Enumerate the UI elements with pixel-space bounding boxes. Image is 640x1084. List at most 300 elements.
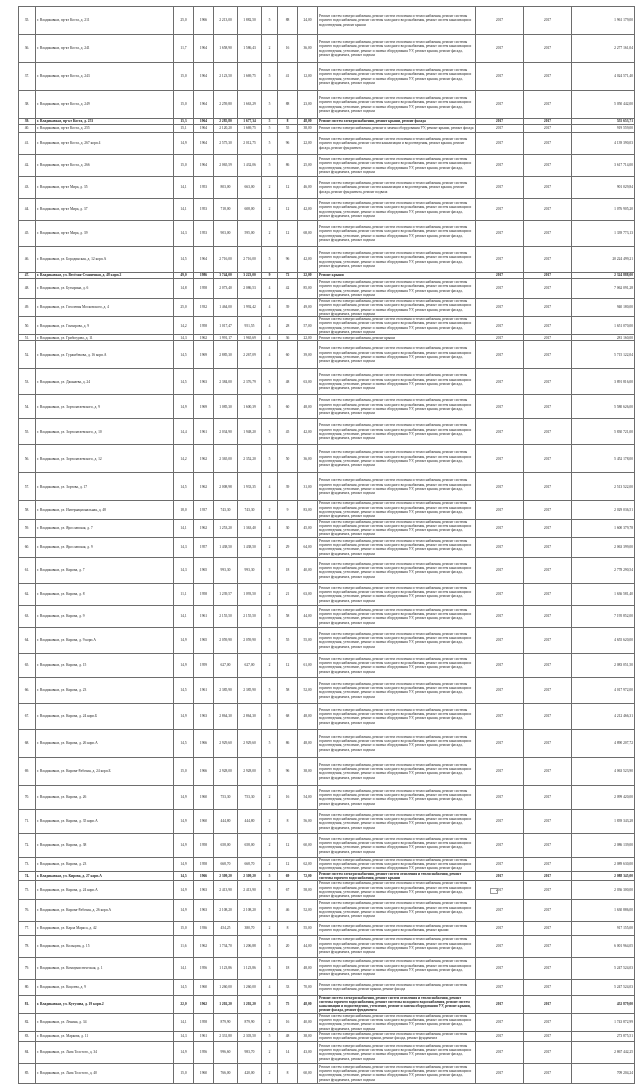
plan-year-start-cell: 2017	[476, 35, 524, 63]
repair-cost-cell: 1 651 070,00	[572, 317, 635, 335]
repair-works-cell: Ремонт систем электроснабжения, ремонт систем отопления и теплоснабжения, ремонт системы горячего водоснабжения, ремонт системы холодного водоснабжения, ремонт систем канализации и водоотведения, утепление, ремонт и замена оборудования УУ, ремонт крыши, ремонт фасада, ремонт фундамента, ремонт подвала	[318, 221, 476, 247]
living-area-cell: 1 663,29	[238, 91, 262, 119]
page-corner-mark	[490, 888, 498, 894]
table-row	[19, 857, 635, 871]
building-height-cell: 14,3	[174, 1031, 194, 1041]
plan-year-start-cell: 2017	[476, 833, 524, 857]
building-height-cell: 14,5	[174, 729, 194, 757]
living-area-cell: 1 669,75	[238, 63, 262, 91]
repair-cost-cell: 940 180,00	[572, 299, 635, 317]
apartments-cell: 39	[278, 473, 298, 501]
apartments-cell: 48	[278, 1031, 298, 1041]
wear-percent-cell: 22,00	[298, 335, 318, 341]
floors-cell: 2	[262, 35, 278, 63]
building-height-cell: 15,0	[174, 63, 194, 91]
build-year-cell: 1963	[194, 369, 214, 395]
total-area-cell: 2 285,80	[214, 119, 238, 125]
apartments-cell: 48	[278, 369, 298, 395]
repair-works-cell: Ремонт систем электроснабжения, ремонт систем отопления и теплоснабжения, ремонт системы горячего водоснабжения, ремонт системы холодного водоснабжения, ремонт систем канализации и водоотведения, утепление, ремонт и замена оборудования УУ, ремонт крыши, ремонт фасада, ремонт фундамента, ремонт подвала	[318, 299, 476, 317]
total-area-cell: 2 365,00	[214, 445, 238, 473]
building-height-cell: 14,2	[174, 317, 194, 335]
building-height-cell: 11,6	[174, 935, 194, 957]
address-cell: г. Владикавказ, пр-кт Коста, д. 255	[36, 125, 174, 133]
total-area-cell: 658,00	[214, 833, 238, 857]
floors-cell: 5	[262, 369, 278, 395]
wear-percent-cell: 48,00	[298, 729, 318, 757]
repair-works-cell: Ремонт систем электроснабжения, ремонт и замена оборудования УУ, ремонт крыши, ремонт фасада	[318, 125, 476, 133]
table-row	[19, 957, 635, 979]
living-area-cell: 2 413,90	[238, 881, 262, 899]
floors-cell: 4	[262, 979, 278, 995]
build-year-cell: 1962	[194, 995, 214, 1013]
total-area-cell: 1 658,90	[214, 35, 238, 63]
address-cell: г. Владикавказ, ул. Кирова, д. 23	[36, 857, 174, 871]
wear-percent-cell: 40,00	[298, 557, 318, 583]
apartments-cell: 68	[278, 703, 298, 729]
table-row	[19, 1063, 635, 1083]
building-height-cell: 14,9	[174, 881, 194, 899]
floors-cell: 2	[262, 501, 278, 519]
living-area-cell: 743,30	[238, 501, 262, 519]
table-row	[19, 199, 635, 221]
row-number-cell: 56.	[19, 445, 36, 473]
repair-works-cell: Ремонт систем электроснабжения, ремонт систем отопления и теплоснабжения, ремонт системы горячего водоснабжения, ремонт системы холодного водоснабжения, ремонт систем канализации и водоотведения, ремонт крыши	[318, 7, 476, 35]
floors-cell: 5	[262, 899, 278, 921]
plan-year-start-cell: 2017	[476, 519, 524, 537]
floors-cell: 5	[262, 1031, 278, 1041]
row-number-cell: 68.	[19, 729, 36, 757]
total-area-cell: 2 123,50	[214, 63, 238, 91]
row-number-cell: 85.	[19, 1063, 36, 1083]
wear-percent-cell: 48,00	[298, 395, 318, 419]
floors-cell: 5	[262, 627, 278, 653]
plan-year-end-cell: 2017	[524, 881, 572, 899]
repair-cost-cell: 4 063 523,90	[572, 757, 635, 785]
repair-cost-cell: 5 452 178,00	[572, 445, 635, 473]
table-row	[19, 7, 635, 35]
row-number-cell: 77.	[19, 921, 36, 935]
row-number-cell: 64.	[19, 627, 36, 653]
plan-year-start-cell: 2017	[476, 809, 524, 833]
wear-percent-cell: 48,00	[298, 119, 318, 125]
plan-year-end-cell: 2017	[524, 729, 572, 757]
repair-cost-cell: 2 036 300,00	[572, 881, 635, 899]
table-row	[19, 419, 635, 445]
apartments-cell: 86	[278, 155, 298, 177]
building-height-cell: 15,0	[174, 921, 194, 935]
repair-cost-cell: 2 029 036,51	[572, 501, 635, 519]
building-height-cell: 14,9	[174, 653, 194, 677]
table-row	[19, 537, 635, 557]
table-row	[19, 1041, 635, 1063]
building-height-cell: 14,1	[174, 957, 194, 979]
wear-percent-cell: 38,00	[298, 1031, 318, 1041]
repair-cost-cell: 2 086 139,00	[572, 833, 635, 857]
floors-cell: 2	[262, 537, 278, 557]
repair-works-cell: Ремонт систем электроснабжения, ремонт систем отопления и теплоснабжения, ремонт системы горячего водоснабжения, ремонт системы холодного водоснабжения, ремонт систем канализации и водоотведения, утепление, ремонт и замена оборудования УУ, ремонт крыши, ремонт фасада, ремонт фундамента, ремонт подвала	[318, 91, 476, 119]
table-row	[19, 177, 635, 199]
total-area-cell: 993,30	[214, 557, 238, 583]
address-cell: г. Владикавказ, ул. Зортолатаевского, д. 9	[36, 395, 174, 419]
repair-cost-cell: 5 715 122,04	[572, 341, 635, 369]
apartments-cell: 75	[278, 995, 298, 1013]
living-area-cell: 879,90	[238, 1013, 262, 1031]
repair-cost-cell: 20 224 499,21	[572, 247, 635, 273]
row-number-cell: 54.	[19, 395, 36, 419]
build-year-cell: 1965	[194, 557, 214, 583]
plan-year-start-cell: 2017	[476, 557, 524, 583]
apartments-cell: 30	[278, 519, 298, 537]
address-cell: г. Владикавказ, ул. Коммунистическая, д. 1	[36, 957, 174, 979]
table-row	[19, 703, 635, 729]
repair-cost-cell: 2 867 442,25	[572, 1041, 635, 1063]
capital-repair-table	[18, 6, 635, 1084]
repair-works-cell: Ремонт систем электроснабжения, ремонт систем отопления и теплоснабжения, ремонт системы горячего водоснабжения, ремонт системы холодного водоснабжения, ремонт систем канализации и водоотведения, утепление, ремонт и замена оборудования УУ, ремонт крыши, ремонт фасада, ремонт фундамента, ремонт подвала	[318, 833, 476, 857]
address-cell: г. Владикавказ, ул. Кирова, д. 8	[36, 583, 174, 605]
table-row	[19, 445, 635, 473]
build-year-cell: 1958	[194, 317, 214, 335]
apartments-cell: 14	[278, 1041, 298, 1063]
wear-percent-cell: 58,00	[298, 881, 318, 899]
living-area-cell: 2 385,90	[238, 677, 262, 703]
apartments-cell: 12	[278, 833, 298, 857]
table-row	[19, 35, 635, 63]
row-number-cell: 57.	[19, 473, 36, 501]
total-area-cell: 1 202,20	[214, 995, 238, 1013]
wear-percent-cell: 52,00	[298, 899, 318, 921]
living-area-cell: 993,30	[238, 557, 262, 583]
address-cell: г. Владикавказ, ул. Кирова, д. 9	[36, 605, 174, 627]
address-cell: г. Владикавказ, ул. Кирова, д. 35 корп.А	[36, 809, 174, 833]
floors-cell: 9	[262, 273, 278, 279]
building-height-cell: 14,1	[174, 605, 194, 627]
apartments-cell: 33	[278, 979, 298, 995]
plan-year-start-cell: 2017	[476, 871, 524, 881]
row-number-cell: 72.	[19, 833, 36, 857]
row-number-cell: 52.	[19, 341, 36, 369]
repair-cost-cell: 5 580 626,00	[572, 395, 635, 419]
build-year-cell: 1964	[194, 133, 214, 155]
plan-year-end-cell: 2017	[524, 627, 572, 653]
apartments-cell: 60	[278, 341, 298, 369]
repair-cost-cell: 2 277 161,04	[572, 35, 635, 63]
plan-year-end-cell: 2017	[524, 35, 572, 63]
total-area-cell: 1 085,30	[214, 395, 238, 419]
building-height-cell: 25,0	[174, 299, 194, 317]
plan-year-end-cell: 2017	[524, 677, 572, 703]
living-area-cell: 983,70	[238, 1041, 262, 1063]
repair-cost-cell: 2 099 420,00	[572, 785, 635, 809]
plan-year-start-cell: 2017	[476, 605, 524, 627]
address-cell: г. Владикавказ, пр-кт Коста, д. 243	[36, 63, 174, 91]
apartments-cell: 42	[278, 279, 298, 299]
repair-cost-cell: 1 339 773,13	[572, 221, 635, 247]
repair-cost-cell: 4 024 571,40	[572, 63, 635, 91]
total-area-cell: 1 239,57	[214, 583, 238, 605]
repair-works-cell: Ремонт систем электроснабжения, ремонт систем отопления и теплоснабжения, ремонт системы горячего водоснабжения, ремонт системы холодного водоснабжения, ремонт систем канализации и водоотведения, утепление, ремонт и замена оборудования УУ, ремонт крыши, ремонт фасада, ремонт фундамента, ремонт подвала	[318, 899, 476, 921]
plan-year-end-cell: 2017	[524, 177, 572, 199]
row-number-cell: 67.	[19, 703, 36, 729]
plan-year-end-cell: 2017	[524, 369, 572, 395]
repair-cost-cell: 2 513 522,00	[572, 473, 635, 501]
wear-percent-cell: 38,00	[298, 125, 318, 133]
build-year-cell: 1962	[194, 473, 214, 501]
address-cell: г. Владикавказ, ул. Ленина, д. 34	[36, 1013, 174, 1031]
repair-works-cell: Ремонт систем электроснабжения, ремонт систем отопления и теплоснабжения, ремонт системы горячего водоснабжения, ремонт системы холодного водоснабжения, ремонт систем канализации и водоотведения, утепление, ремонт и замена оборудования УУ, ремонт крыши, ремонт фасада, ремонт фундамента, ремонт подвала	[318, 557, 476, 583]
address-cell: г. Владикавказ, ул. Кирова, д. 26	[36, 785, 174, 809]
repair-works-cell: Ремонт систем электроснабжения, ремонт систем отопления и теплоснабжения, ремонт системы горячего водоснабжения, ремонт системы холодного водоснабжения, ремонт систем канализации и водоотведения, утепление, ремонт и замена оборудования УУ, ремонт крыши, ремонт фасада, ремонт фундамента, ремонт подвала	[318, 537, 476, 557]
living-area-cell: 595,00	[238, 221, 262, 247]
total-area-cell: 2 309,20	[214, 871, 238, 881]
repair-works-cell: Ремонт систем электроснабжения, ремонт систем отопления и теплоснабжения, ремонт системы горячего водоснабжения, ремонт системы холодного водоснабжения, ремонт систем канализации и водоотведения, утепление, ремонт и замена оборудования УУ, ремонт крыши, ремонт фасада, ремонт фундамента, ремонт подвала	[318, 935, 476, 957]
plan-year-start-cell: 2017	[476, 299, 524, 317]
building-height-cell: 15,0	[174, 155, 194, 177]
build-year-cell: 1961	[194, 1031, 214, 1041]
row-number-cell: 75.	[19, 881, 36, 899]
living-area-cell: 2 864,30	[238, 703, 262, 729]
living-area-cell: 380,70	[238, 921, 262, 935]
wear-percent-cell: 44,00	[298, 605, 318, 627]
repair-works-cell: Ремонт систем электроснабжения, ремонт систем отопления и теплоснабжения, ремонт системы горячего водоснабжения, ремонт системы холодного водоснабжения, ремонт систем канализации и водоотведения, утепление, ремонт и замена оборудования УУ, ремонт крыши, ремонт фасада, ремонт фундамента, ремонт подвала	[318, 519, 476, 537]
building-height-cell: 14,9	[174, 395, 194, 419]
plan-year-end-cell: 2017	[524, 63, 572, 91]
building-height-cell: 49,0	[174, 273, 194, 279]
repair-works-cell: Ремонт систем электроснабжения, ремонт систем отопления и теплоснабжения, ремонт системы горячего водоснабжения, ремонт системы холодного водоснабжения, ремонт систем канализации и водоотведения, утепление, ремонт и замена оборудования УУ, ремонт крыши, ремонт фасада, ремонт фундамента, ремонт подвала	[318, 757, 476, 785]
total-area-cell: 803,00	[214, 177, 238, 199]
table-row	[19, 653, 635, 677]
floors-cell: 2	[262, 785, 278, 809]
table-row	[19, 935, 635, 957]
address-cell: г. Владикавказ, пр-кт Коста, д. 253	[36, 119, 174, 125]
address-cell: г. Владикавказ, пр-кт Мира, д. 35	[36, 177, 174, 199]
wear-percent-cell: 85,00	[298, 279, 318, 299]
table-row	[19, 279, 635, 299]
living-area-cell: 1 363,40	[238, 519, 262, 537]
repair-works-cell: Ремонт систем электроснабжения, ремонт систем отопления и теплоснабжения, ремонт системы горячего водоснабжения, ремонт системы холодного водоснабжения, ремонт систем канализации и водоотведения, утепление, ремонт и замена оборудования УУ, ремонт крыши, ремонт фасада, ремонт фундамента, ремонт подвала	[318, 809, 476, 833]
building-height-cell: 15,0	[174, 757, 194, 785]
build-year-cell: 1958	[194, 279, 214, 299]
wear-percent-cell: 62,00	[298, 857, 318, 871]
table-row	[19, 871, 635, 881]
address-cell: г. Владикавказ, ул. Кольцова, д. 15	[36, 935, 174, 957]
build-year-cell: 1956	[194, 957, 214, 979]
plan-year-start-cell: 2017	[476, 703, 524, 729]
table-row	[19, 627, 635, 653]
build-year-cell: 1962	[194, 519, 214, 537]
plan-year-start-cell: 2017	[476, 1063, 524, 1083]
address-cell: г. Владикавказ, ул. Гончарова, д. 9	[36, 317, 174, 335]
address-cell: г. Владикавказ, пр-кт Мира, д. 39	[36, 221, 174, 247]
row-number-cell: 65.	[19, 653, 36, 677]
floors-cell: 4	[262, 299, 278, 317]
plan-year-end-cell: 2017	[524, 957, 572, 979]
repair-works-cell: Ремонт систем электроснабжения, ремонт систем отопления и теплоснабжения, ремонт системы горячего водоснабжения, ремонт системы холодного водоснабжения, ремонт систем канализации и водоотведения, утепление, ремонт и замена оборудования УУ, ремонт крыши, ремонт фасада, ремонт фундамента, ремонт подвала	[318, 1063, 476, 1083]
building-height-cell: 14,9	[174, 703, 194, 729]
wear-percent-cell: 54,00	[298, 785, 318, 809]
plan-year-start-cell: 2017	[476, 677, 524, 703]
floors-cell: 2	[262, 1013, 278, 1031]
floors-cell: 2	[262, 199, 278, 221]
living-area-cell: 1 669,75	[238, 125, 262, 133]
floors-cell: 5	[262, 881, 278, 899]
plan-year-end-cell: 2017	[524, 557, 572, 583]
repair-works-cell: Ремонт систем электроснабжения, ремонт систем отопления и теплоснабжения, ремонт системы горячего водоснабжения, ремонт системы холодного водоснабжения, ремонт систем канализации и водоотведения, утепление, ремонт и замена оборудования УУ, ремонт крыши, ремонт фасада, ремонт фундамента, ремонт подвала	[318, 63, 476, 91]
repair-cost-cell: 273 875,51	[572, 1031, 635, 1041]
floors-cell: 5	[262, 7, 278, 35]
living-area-cell: 2 309,20	[238, 871, 262, 881]
wear-percent-cell: 72,00	[298, 871, 318, 881]
build-year-cell: 1962	[194, 935, 214, 957]
repair-cost-cell: 917 155,00	[572, 921, 635, 935]
plan-year-end-cell: 2017	[524, 1013, 572, 1031]
total-area-cell: 1 464,00	[214, 299, 238, 317]
table-row	[19, 133, 635, 155]
living-area-cell: 3 223,00	[238, 273, 262, 279]
repair-works-cell: Ремонт систем электроснабжения, ремонт систем отопления и теплоснабжения, ремонт системы горячего водоснабжения, ремонт системы холодного водоснабжения, ремонт систем канализации и водоотведения, утепление, ремонт и замена оборудования УУ, ремонт крыши, ремонт фасада	[318, 857, 476, 871]
living-area-cell: 1 586,43	[238, 35, 262, 63]
floors-cell: 2	[262, 177, 278, 199]
floors-cell: 4	[262, 317, 278, 335]
table-row	[19, 473, 635, 501]
plan-year-start-cell: 2017	[476, 445, 524, 473]
plan-year-end-cell: 2017	[524, 1041, 572, 1063]
wear-percent-cell: 24,00	[298, 7, 318, 35]
repair-cost-cell: 6 001 964,05	[572, 935, 635, 957]
build-year-cell: 1961	[194, 605, 214, 627]
table-row	[19, 809, 635, 833]
address-cell: г. Владикавказ, ул. Карла Маркса, д. 42	[36, 921, 174, 935]
total-area-cell: 996,60	[214, 1041, 238, 1063]
table-row	[19, 91, 635, 119]
repair-works-cell: Ремонт крыши	[318, 273, 476, 279]
living-area-cell: 2 059,90	[238, 627, 262, 653]
apartments-cell: 88	[278, 91, 298, 119]
repair-works-cell: Ремонт систем электроснабжения, ремонт систем отопления и теплоснабжения, ремонт системы горячего водоснабжения, ремонт системы холодного водоснабжения, ремонт систем канализации и водоотведения, утепление, ремонт и замена оборудования УУ, ремонт крыши, ремонт фасада, ремонт фундамента, ремонт подвала	[318, 729, 476, 757]
building-height-cell: 15,3	[174, 119, 194, 125]
living-area-cell: 1 438,50	[238, 537, 262, 557]
plan-year-start-cell: 2017	[476, 537, 524, 557]
plan-year-start-cell: 2017	[476, 653, 524, 677]
table-row	[19, 341, 635, 369]
wear-percent-cell: 12,00	[298, 63, 318, 91]
row-number-cell: 80.	[19, 979, 36, 995]
floors-cell: 5	[262, 729, 278, 757]
row-number-cell: 45.	[19, 221, 36, 247]
total-area-cell: 2 385,90	[214, 677, 238, 703]
table-row	[19, 155, 635, 177]
apartments-cell: 16	[278, 785, 298, 809]
repair-works-cell: Ремонт систем электроснабжения, ремонт систем отопления и теплоснабжения, ремонт системы горячего водоснабжения, ремонт системы холодного водоснабжения, ремонт систем канализации и водоотведения, утепление, ремонт и замена оборудования УУ, ремонт крыши, ремонт фасада, ремонт фундамента, ремонт подвала	[318, 419, 476, 445]
floors-cell: 2	[262, 833, 278, 857]
row-number-cell: 48.	[19, 279, 36, 299]
address-cell: г. Владикавказ, ул. Кирова, д. 27 корп.А	[36, 871, 174, 881]
living-area-cell: 2 012,75	[238, 133, 262, 155]
address-cell: г. Владикавказ, ул. Кирова, д. 15	[36, 653, 174, 677]
build-year-cell: 1953	[194, 177, 214, 199]
apartments-cell: 8	[278, 921, 298, 935]
apartments-cell: 28	[278, 317, 298, 335]
wear-percent-cell: 63,00	[298, 369, 318, 395]
plan-year-start-cell: 2017	[476, 1031, 524, 1041]
plan-year-start-cell: 2017	[476, 881, 524, 899]
building-height-cell: 14,5	[174, 369, 194, 395]
plan-year-end-cell: 2017	[524, 317, 572, 335]
living-area-cell: 1 202,20	[238, 995, 262, 1013]
address-cell: г. Владикавказ, пр-кт Коста, д. 266	[36, 155, 174, 177]
floors-cell: 4	[262, 341, 278, 369]
row-number-cell: 83.	[19, 1031, 36, 1041]
wear-percent-cell: 48,00	[298, 995, 318, 1013]
plan-year-start-cell: 2017	[476, 899, 524, 921]
address-cell: г. Владикавказ, ул. Зортова, д. 17	[36, 473, 174, 501]
plan-year-start-cell: 2017	[476, 247, 524, 273]
building-height-cell: 15,0	[174, 1063, 194, 1083]
building-height-cell: 14,3	[174, 221, 194, 247]
plan-year-end-cell: 2017	[524, 871, 572, 881]
building-height-cell: 14,9	[174, 133, 194, 155]
row-number-cell: 73.	[19, 857, 36, 871]
table-row	[19, 677, 635, 703]
plan-year-start-cell: 2017	[476, 921, 524, 935]
table-row	[19, 317, 635, 335]
wear-percent-cell: 49,00	[298, 299, 318, 317]
building-height-cell: 15,1	[174, 125, 194, 133]
repair-works-cell: Ремонт систем электроснабжения, ремонт систем отопления и теплоснабжения, ремонт системы горячего водоснабжения, ремонт системы холодного водоснабжения, ремонт систем канализации и водоотведения, утепление, ремонт и замена оборудования УУ, ремонт крыши, ремонт фасада, ремонт фундамента, ремонт подвала	[318, 583, 476, 605]
wear-percent-cell: 38,00	[298, 757, 318, 785]
table-row	[19, 247, 635, 273]
floors-cell: 4	[262, 335, 278, 341]
apartments-cell: 96	[278, 133, 298, 155]
repair-cost-cell: 5 830 721,00	[572, 419, 635, 445]
building-height-cell: 14,8	[174, 279, 194, 299]
build-year-cell: 1969	[194, 341, 214, 369]
repair-cost-cell: 4 655 620,00	[572, 627, 635, 653]
table-row	[19, 605, 635, 627]
floors-cell: 2	[262, 583, 278, 605]
plan-year-start-cell: 2017	[476, 119, 524, 125]
table-row	[19, 921, 635, 935]
floors-cell: 5	[262, 605, 278, 627]
plan-year-end-cell: 2017	[524, 155, 572, 177]
build-year-cell: 1966	[194, 729, 214, 757]
total-area-cell: 454,25	[214, 921, 238, 935]
build-year-cell: 1959	[194, 653, 214, 677]
table-row	[19, 583, 635, 605]
plan-year-start-cell: 2017	[476, 501, 524, 519]
building-height-cell: 14,5	[174, 871, 194, 881]
apartments-cell: 50	[278, 445, 298, 473]
repair-cost-cell: 1 839 343,28	[572, 809, 635, 833]
plan-year-end-cell: 2017	[524, 1063, 572, 1083]
table-row	[19, 221, 635, 247]
repair-cost-cell: 4 139 390,03	[572, 133, 635, 155]
plan-year-end-cell: 2017	[524, 395, 572, 419]
building-height-cell: 25,0	[174, 7, 194, 35]
row-number-cell: 47.	[19, 273, 36, 279]
repair-works-cell: Ремонт систем электроснабжения, ремонт систем отопления и теплоснабжения, ремонт системы горячего водоснабжения, ремонт системы холодного водоснабжения, ремонт систем канализации и водоотведения, утепление, ремонт и замена оборудования УУ, ремонт крыши, ремонт фасада, ремонт фундамента, ремонт подвала	[318, 605, 476, 627]
address-cell: г. Владикавказ, ул. Кутузова, д. 19 корп.2	[36, 995, 174, 1013]
address-cell: г. Владикавказ, ул. Кирова-Рабочая, д. 26 корп.А	[36, 899, 174, 921]
living-area-cell: 1 600,39	[238, 395, 262, 419]
total-area-cell: 2 885,30	[214, 341, 238, 369]
total-area-cell: 2 384,00	[214, 369, 238, 395]
building-height-cell: 14,9	[174, 899, 194, 921]
apartments-cell: 18	[278, 557, 298, 583]
living-area-cell: 2 108,20	[238, 899, 262, 921]
floors-cell: 5	[262, 119, 278, 125]
floors-cell: 5	[262, 935, 278, 957]
repair-cost-cell: 2 089 630,00	[572, 857, 635, 871]
